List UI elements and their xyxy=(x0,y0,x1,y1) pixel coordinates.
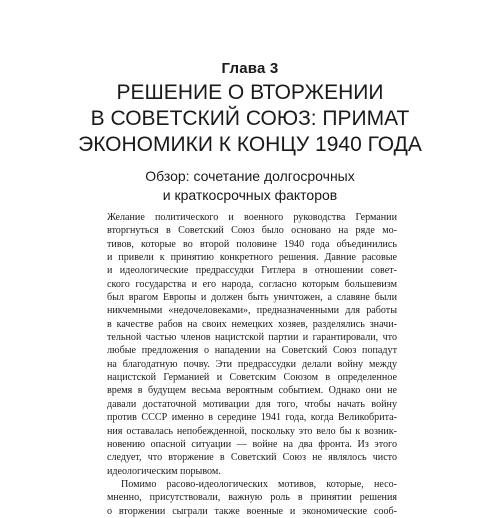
section-heading-line: и краткосрочных факторов xyxy=(162,187,338,203)
text-line: против СССР именно в середине 1941 года, когда Великобрита- xyxy=(107,412,397,424)
text-line: мненно, присутствовали, важную роль в принятии решения xyxy=(107,492,397,504)
text-line: в качестве рабов на своих немецких хозяев, разделялись значи- xyxy=(107,318,397,330)
text-line: тельной частью членов нацистской партии и гарантировали, что xyxy=(107,332,397,344)
text-line: Помимо расово-идеологических мотивов, которые, несо- xyxy=(121,478,397,490)
text-line: вторгнуться в Советский Союз было основано на ряде мо- xyxy=(107,225,397,237)
text-line: идеологическим порывом. xyxy=(107,465,221,477)
text-line: следует, что вторжение в Советский Союз не являлось чисто xyxy=(107,452,397,464)
text-line: ского государства и его народа, согласно которым большевизм xyxy=(107,278,397,290)
text-line: никчемными «недочеловеками», предназначенными для работы xyxy=(107,305,397,317)
text-line: ния оставалась непобежденной, поскольку это вело бы к возник- xyxy=(107,425,397,437)
text-line: время в будущем весьма вероятным событием. Однако они не xyxy=(107,385,397,397)
text-line: был врагом Европы и должен быть уничтожен, а славяне были xyxy=(107,292,397,304)
chapter-label: Глава 3 xyxy=(221,60,279,77)
text-line: Желание политического и военного руководства Германии xyxy=(107,212,397,223)
chapter-title-line: В СОВЕТСКИЙ СОЮЗ: ПРИМАТ xyxy=(90,107,410,130)
text-line: любые предложения о нападении на Советский Союз попадут xyxy=(107,345,397,357)
chapter-title-line: ЭКОНОМИКИ К КОНЦУ 1940 ГОДА xyxy=(78,133,422,156)
text-line: давали достаточной мотивации для того, чтобы начать войну xyxy=(107,398,397,410)
body-text xyxy=(107,211,397,518)
chapter-title-line: РЕШЕНИЕ О ВТОРЖЕНИИ xyxy=(116,81,384,104)
section-heading xyxy=(40,167,460,205)
text-line: на благодатную почву. Эти предрассудки делали войну между xyxy=(107,358,397,370)
chapter-title xyxy=(40,80,460,158)
text-line: нацистской Германией и Советским Союзом в определенное xyxy=(107,372,397,384)
text-line: тивов, которые во второй половине 1940 года объединились xyxy=(107,238,397,250)
text-line: и привели к принятию конкретного решения. Давние расовые xyxy=(107,252,397,264)
text-line: и идеологические предрассудки Гитлера в отношении совет- xyxy=(107,265,397,277)
text-line: о вторжении сыграли также военные и экономические сооб- xyxy=(107,505,397,517)
section-heading-line: Обзор: сочетание долгосрочных xyxy=(145,168,355,184)
text-line: новению опасной ситуации — войне на два фронта. Из этого xyxy=(107,438,397,450)
